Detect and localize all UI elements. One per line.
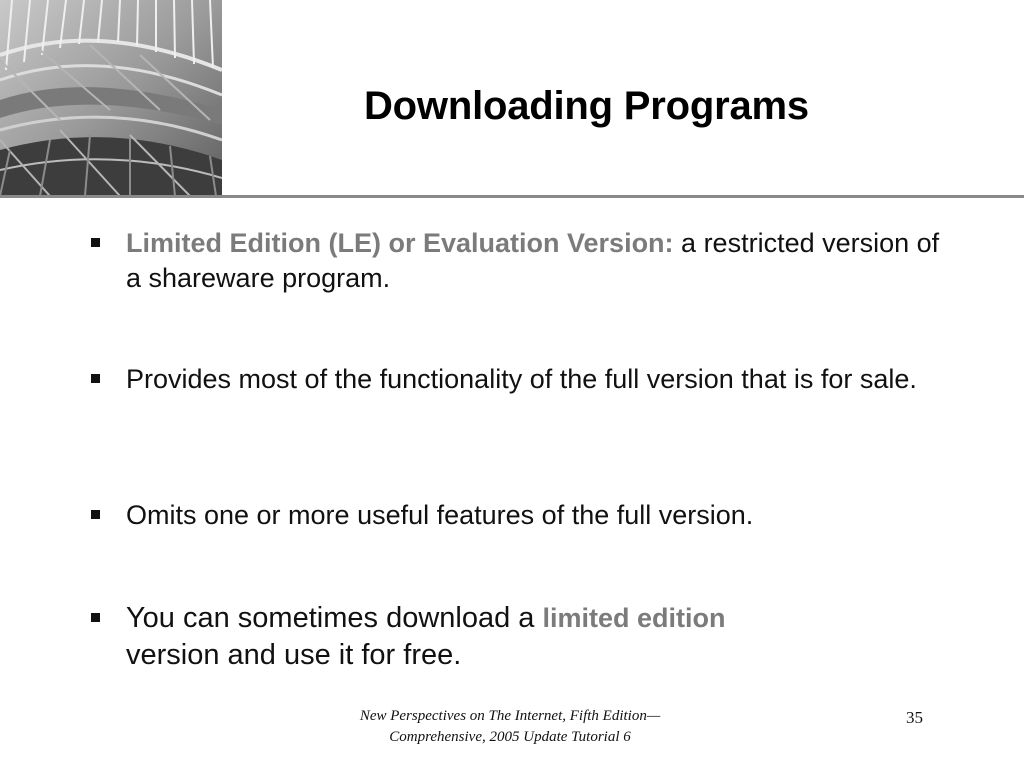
- square-bullet-icon: [91, 238, 100, 247]
- bullet-text: Provides most of the functionality of the full version that is for sale.: [126, 364, 917, 394]
- header-architecture-photo: [0, 0, 222, 196]
- square-bullet-icon: [91, 374, 100, 383]
- footer-line-2: Comprehensive, 2005 Update Tutorial 6: [389, 729, 631, 745]
- page-number: 35: [906, 708, 923, 727]
- highlighted-term: limited edition: [542, 603, 726, 633]
- bullet-text: a restricted version of a shareware program.: [126, 228, 940, 293]
- slide-title: Downloading Programs: [364, 84, 809, 128]
- slide-footer: [300, 706, 720, 748]
- highlighted-term: Limited Edition (LE) or Evaluation Version:: [126, 228, 674, 258]
- square-bullet-icon: [91, 613, 100, 622]
- architecture-photo-icon: [0, 0, 222, 196]
- header-divider: [0, 195, 1024, 198]
- square-bullet-icon: [91, 510, 100, 519]
- bullet-text: Omits one or more useful features of the full version.: [126, 500, 754, 530]
- bullet-item-1: [126, 226, 956, 296]
- bullet-item-2: [126, 362, 956, 397]
- bullet-item-4: [126, 600, 956, 674]
- bullet-item-3: [126, 498, 956, 533]
- bullet-text-continued: version and use it for free.: [126, 639, 462, 671]
- footer-line-1: New Perspectives on The Internet, Fifth Edition—: [359, 708, 661, 724]
- bullet-text: You can sometimes download a: [126, 602, 543, 634]
